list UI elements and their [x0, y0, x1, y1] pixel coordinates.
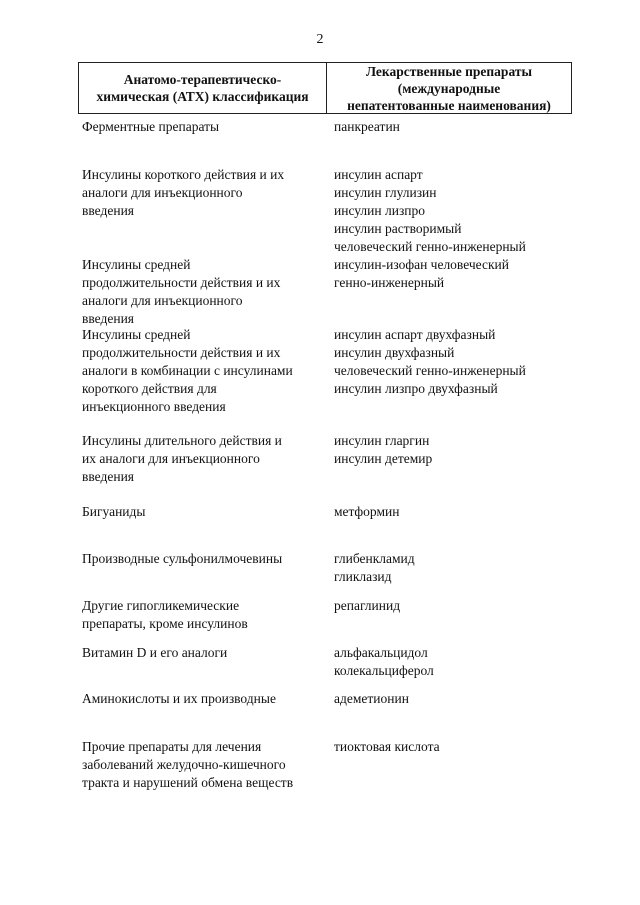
- drugs-cell: [334, 432, 432, 486]
- drug-name: метформин: [334, 504, 400, 519]
- header-drugs-label: Лекарственные препараты (международные непатентованные наименования): [347, 63, 551, 113]
- drugs-cell: [334, 503, 399, 521]
- category-cell: Витамин D и его аналоги: [82, 645, 228, 660]
- drug-name: инсулин растворимый человеческий генно-инженерный: [334, 221, 526, 254]
- table-row: [82, 597, 572, 633]
- drug-name: колекальциферол: [334, 663, 434, 678]
- drug-name: инсулин аспарт: [334, 167, 423, 182]
- drug-name: панкреатин: [334, 119, 400, 134]
- drugs-cell: [334, 118, 400, 136]
- table-row: [82, 118, 572, 136]
- header-atc-classification: [79, 63, 327, 113]
- category-cell: Ферментные препараты: [82, 119, 220, 134]
- drug-name: альфакальцидол: [334, 645, 428, 660]
- drugs-cell: [334, 644, 434, 680]
- table-row: [82, 432, 572, 486]
- category-cell: Аминокислоты и их производные: [82, 691, 276, 706]
- category-cell: Инсулины средней продолжительности действия и их аналоги в комбинации с инсулинами короткого действия для инъекционного введения: [82, 327, 293, 414]
- drugs-cell: [334, 597, 400, 633]
- table-row: [82, 256, 572, 328]
- drug-name: инсулин-изофан человеческий генно-инженерный: [334, 257, 510, 290]
- drugs-cell: [334, 256, 509, 328]
- drug-name: инсулин двухфазный человеческий генно-инженерный: [334, 345, 526, 378]
- drug-name: инсулин гларгин: [334, 433, 430, 448]
- category-cell: Инсулины короткого действия и их аналоги для инъекционного введения: [82, 167, 285, 218]
- table-row: [82, 326, 572, 416]
- table-row: [82, 690, 572, 708]
- drug-name: инсулин лизпро двухфазный: [334, 381, 498, 396]
- drugs-cell: [334, 166, 526, 256]
- drug-name: инсулин аспарт двухфазный: [334, 327, 496, 342]
- table-row: [82, 503, 572, 521]
- drug-name: инсулин лизпро: [334, 203, 425, 218]
- drug-name: тиоктовая кислота: [334, 739, 440, 754]
- category-cell: Прочие препараты для лечения заболеваний желудочно-кишечного тракта и нарушений обмена веществ: [82, 739, 294, 790]
- category-cell: Производные сульфонилмочевины: [82, 551, 283, 566]
- category-cell: Инсулины средней продолжительности действия и их аналоги для инъекционного введения: [82, 257, 281, 326]
- drugs-cell: [334, 738, 440, 792]
- table-row: [82, 738, 572, 792]
- drug-name: репаглинид: [334, 598, 401, 613]
- table-row: [82, 550, 572, 586]
- page-number: 2: [316, 32, 324, 47]
- drug-name: гликлазид: [334, 569, 392, 584]
- table-row: [82, 166, 572, 256]
- table-row: [82, 644, 572, 680]
- table-header: [78, 62, 572, 114]
- drugs-cell: [334, 690, 409, 708]
- header-atc-label: Анатомо-терапевтическо- химическая (АТХ) классификация: [96, 72, 309, 104]
- drug-name: адеметионин: [334, 691, 409, 706]
- drugs-cell: [334, 550, 415, 586]
- drug-name: инсулин глулизин: [334, 185, 437, 200]
- category-cell: Бигуаниды: [82, 504, 146, 519]
- category-cell: Другие гипогликемические препараты, кроме инсулинов: [82, 598, 248, 631]
- category-cell: Инсулины длительного действия и их аналоги для инъекционного введения: [82, 433, 282, 484]
- drug-name: глибенкламид: [334, 551, 415, 566]
- header-drug-names: [327, 63, 571, 113]
- drugs-cell: [334, 326, 526, 416]
- drug-name: инсулин детемир: [334, 451, 433, 466]
